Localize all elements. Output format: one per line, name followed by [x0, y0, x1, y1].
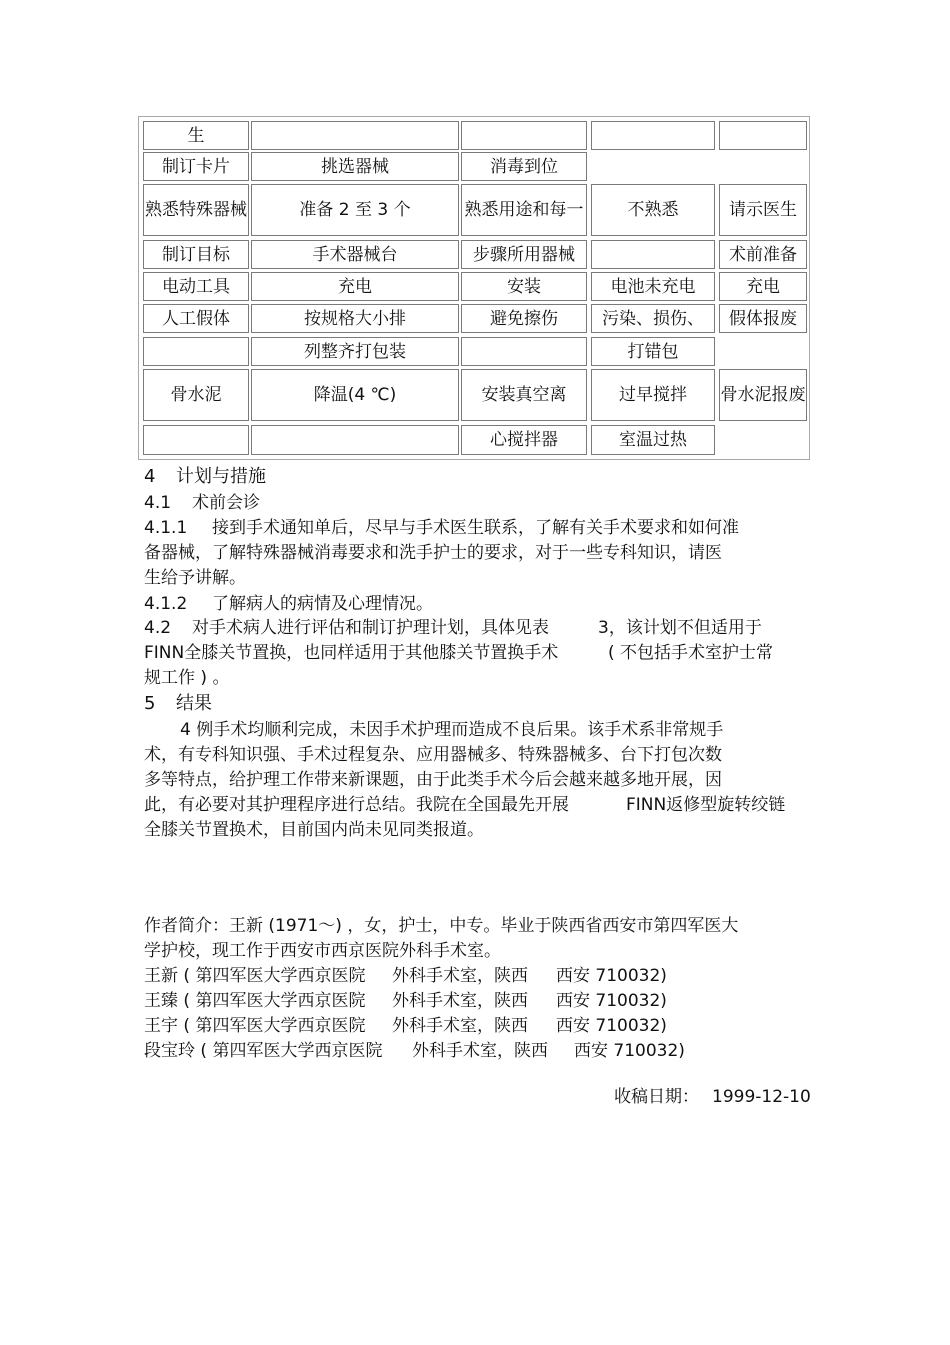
results-line: 术，有专科知识强、手术过程复杂、应用器械多、特殊器械多、台下打包次数 [144, 745, 722, 765]
nursing-plan-table [138, 116, 810, 460]
table-cell: 避免擦伤 [461, 304, 587, 333]
results-line: 4 例手术均顺利完成，未因手术护理而造成不良后果。该手术系非常规手 [180, 720, 724, 740]
table-cell: 充电 [251, 272, 459, 301]
author-bio-line: 学护校，现工作于西安市西京医院外科手术室。 [144, 941, 501, 961]
affiliation-dept: 外科手术室，陕西 [392, 966, 528, 986]
table-cell [251, 425, 459, 455]
table-cell: 熟悉特殊器械 [143, 184, 249, 236]
affiliation-city: 西安 710032) [556, 966, 667, 986]
paragraph-4-2-line: 规工作 ) 。 [144, 668, 230, 688]
section-title: 结果 [176, 693, 212, 714]
table-cell: 安装 [461, 272, 587, 301]
table-cell: 生 [143, 121, 249, 150]
table-cell: 准备 2 至 3 个 [251, 184, 459, 236]
table-cell: 假体报废 [719, 304, 807, 333]
table-cell [251, 121, 459, 150]
results-line: 全膝关节置换术，目前国内尚未见同类报道。 [144, 820, 484, 840]
table-cell: 列整齐打包装 [251, 337, 459, 366]
table-cell [591, 121, 715, 150]
affiliation-name: 段宝玲 ( 第四军医大学西京医院 [144, 1041, 383, 1061]
table-cell [461, 121, 587, 150]
table-cell: 骨水泥报废 [719, 369, 807, 421]
table-cell: 术前准备 [719, 240, 807, 269]
text-line: 此，有必要对其护理程序进行总结。我院在全国最先开展 [144, 795, 569, 815]
section-number: 5 [144, 693, 156, 714]
table-cell: 电动工具 [143, 272, 249, 301]
received-value: 1999-12-10 [712, 1087, 811, 1107]
affiliation-name: 王新 ( 第四军医大学西京医院 [144, 966, 366, 986]
table-cell: 骨水泥 [143, 369, 249, 421]
table-cell: 打错包 [591, 337, 715, 366]
section-number: 4.1.2 [144, 594, 188, 614]
table-cell: 安装真空离 [461, 369, 587, 421]
table-cell: 过早搅拌 [591, 369, 715, 421]
affiliation-city: 西安 710032) [556, 1016, 667, 1036]
text-line: 3，该计划不但适用于 [598, 618, 762, 638]
author-bio-line: 作者简介：王新 (1971～) ，女，护士，中专。毕业于陕西省西安市第四军医大 [144, 916, 739, 936]
section-number: 4.1 [144, 493, 172, 513]
table-cell [143, 425, 249, 455]
table-cell: 请示医生 [719, 184, 807, 236]
text-line: 接到手术通知单后，尽早与手术医生联系，了解有关手术要求和如何准 [212, 518, 739, 538]
section-number: 4.1.1 [144, 518, 188, 538]
table-cell [719, 121, 807, 150]
section-number: 4.2 [144, 618, 172, 638]
table-cell: 挑选器械 [251, 152, 459, 181]
text-line: 了解病人的病情及心理情况。 [212, 594, 433, 614]
affiliation-name: 王宇 ( 第四军医大学西京医院 [144, 1016, 366, 1036]
table-cell [591, 240, 715, 269]
affiliation-dept: 外科手术室，陕西 [392, 1016, 528, 1036]
table-cell: 降温(4 ℃) [251, 369, 459, 421]
paragraph-4-1-1-line: 生给予讲解。 [144, 568, 246, 588]
affiliation-dept: 外科手术室，陕西 [392, 991, 528, 1011]
table-cell: 电池未充电 [591, 272, 715, 301]
table-cell: 人工假体 [143, 304, 249, 333]
section-number: 4 [144, 466, 156, 487]
section-title: 计划与措施 [176, 466, 266, 487]
results-line: 多等特点，给护理工作带来新课题，由于此类手术今后会越来越多地开展，因 [144, 770, 722, 790]
table-cell [461, 337, 587, 366]
table-cell: 心搅拌器 [461, 425, 587, 455]
table-cell [143, 337, 249, 366]
affiliation-city: 西安 710032) [574, 1041, 685, 1061]
text-line: 对手术病人进行评估和制订护理计划，具体见表 [192, 618, 549, 638]
table-cell: 按规格大小排 [251, 304, 459, 333]
affiliation-dept: 外科手术室，陕西 [412, 1041, 548, 1061]
table-cell: 手术器械台 [251, 240, 459, 269]
section-title: 术前会诊 [192, 493, 260, 513]
table-cell: 消毒到位 [461, 152, 587, 181]
table-cell: 步骤所用器械 [461, 240, 587, 269]
affiliation-name: 王臻 ( 第四军医大学西京医院 [144, 991, 366, 1011]
table-cell: 不熟悉 [591, 184, 715, 236]
affiliation-city: 西安 710032) [556, 991, 667, 1011]
received-label: 收稿日期： [614, 1087, 699, 1107]
table-cell: 制订卡片 [143, 152, 249, 181]
text-line: FINN全膝关节置换，也同样适用于其他膝关节置换手术 [144, 643, 559, 663]
table-cell: 充电 [719, 272, 807, 301]
table-cell: 熟悉用途和每一 [461, 184, 587, 236]
paragraph-4-1-1-line: 备器械，了解特殊器械消毒要求和洗手护士的要求，对于一些专科知识，请医 [144, 543, 722, 563]
table-cell: 室温过热 [591, 425, 715, 455]
table-cell: 污染、损伤、 [591, 304, 715, 333]
text-line: FINN返修型旋转绞链 [626, 795, 786, 815]
text-line: ( 不包括手术室护士常 [608, 643, 774, 663]
table-cell: 制订目标 [143, 240, 249, 269]
